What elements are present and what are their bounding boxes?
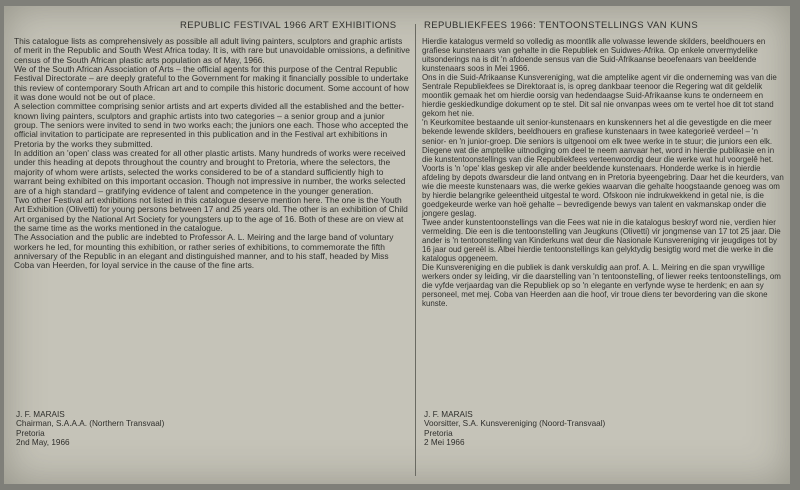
english-signature (16, 410, 164, 448)
english-paragraph-6: The Association and the public are indebted to Professor A. L. Meiring and the large band of voluntary workers he led, for mounting this exhibition, or rather series of exhibitions, to commemorate the fifth anniversary of the Republic in an elegant and distinguished manner, and to his staff, headed by Miss Coba van Heerden, for loyal service in the cause of the fine arts. (14, 232, 394, 271)
english-paragraph-5: Two other Festival art exhibitions not listed in this catalogue deserve mention here. The one is the Youth Art Exhibition (Olivetti) for young persons between 17 and 25 years old. The other is an exhibition of Child Art organised by the National Art Society for youngsters up to the age of 16. Both of these are on view at the same time as the works mentioned in the catalogue. (14, 194, 408, 233)
english-column (14, 12, 410, 271)
afrikaans-signature-name: J. F. MARAIS (424, 410, 473, 419)
english-signature-place: Pretoria (16, 428, 45, 438)
afrikaans-paragraph-2: Ons in die Suid-Afrikaanse Kunsvereniging, wat die amptelike agent vir die onderneming was van die Sentrale Republiekfees se Direktoraat is, is opreg dankbaar teenoor die Regering wat dit geldelik moontlik gemaak het om hierdie oorsig van hedendaagse Suid-Afrikaanse kuns te onderneem en hierdie geskiedkundige dokument op te stel. Dit sal nie onvanpas wees om te vertel hoe dit tot stand gekom het nie. (422, 73, 777, 119)
afrikaans-paragraph-1: Hierdie katalogus vermeld so volledig as moontlik alle volwasse lewende skilders, beeldhouers en grafiese kunstenaars van gehalte in die Republiek en Suidwes-Afrika. Op enkele onvermydelike uitsonderings na is dit 'n afdoende sensus van die Suid-Afrikaanse beoefenaars van beeldende kunstenaars soos in Mei 1966. (422, 37, 766, 74)
afrikaans-paragraph-5: Twee ander kunstentoonstellings van die Fees wat nie in die katalogus beskryf word nie, verdien hier vermelding. Die een is die tentoonstelling van Jeugkuns (Olivetti) vir jongmense van 17 tot 25 jaar. Die ander is 'n tentoonstelling van Kinderkuns wat deur die Nasionale Kunsvereniging vir jeugdiges tot by 16 jaar oud gereël is. Albei hierdie tentoonstellings kan gelyktydig besigtig word met die werke in die katalogus opgeneem. (422, 217, 781, 264)
afrikaans-column (422, 12, 784, 308)
english-signature-title: Chairman, S.A.A.A. (Northern Transvaal) (16, 419, 165, 429)
column-divider (415, 24, 416, 476)
english-paragraph-1: This catalogue lists as comprehensively as possible all adult living painters, sculptors and graphic artists of merit in the Republic and South West Africa today. It is, with rare but unavoidable omissions, a definitive census of the South African plastic arts population as of May, 1966. (14, 36, 410, 65)
afrikaans-signature (424, 410, 605, 448)
english-paragraph-2: We of the South African Association of Arts – the official agents for this purpose of the Central Republic Festival Directorate – are deeply grateful to the Government for making it financially possible to undertake this review of contemporary South African art and to compile this historic document. Some account of how it was done would not be out of place. (14, 64, 409, 103)
afrikaans-signature-place: Pretoria (424, 428, 453, 438)
english-signature-name: J. F. MARAIS (16, 410, 65, 419)
english-paragraph-4: In addition an 'open' class was created for all other plastic artists. Many hundreds of works were received under this heading at depots throughout the country and brought to Pretoria, where the selectors, the majority of whom were artists, selected the works considered to be of a standard sufficiently high to warrant being exhibited on this important occasion. Though not impressive in number, the works selected are of a high standard – gratifying evidence of talent and competence in the younger generation. (14, 148, 406, 196)
afrikaans-body (422, 37, 784, 308)
afrikaans-paragraph-6: Die Kunsvereniging en die publiek is dank verskuldig aan prof. A. L. Meiring en die span vrywillige werkers onder sy leiding, vir die daarstelling van 'n tentoonstelling, of liewer reeks tentoonstellings, om die vyfde verjaardag van die Republiek op so 'n elegante en verfynde wyse te herdenk; en aan sy personeel, met mej. Coba van Heerden aan die hoof, vir troue diens ter bevordering van die skone kunste. (422, 263, 781, 309)
afrikaans-signature-date: 2 Mei 1966 (424, 438, 465, 448)
english-body (14, 37, 410, 271)
afrikaans-paragraph-4: Voorts is 'n 'ope' klas geskep vir alle ander beeldende kunstenaars. Honderde werke is in hierdie afdeling by depots dwarsdeur die land ontvang en in Pretoria byeengebring. Daar het die keurders, van wie die meeste kunstenaars was, die werke gekies waarvan die gehalte hoogstaande genoeg was om by hierdie belangrike geleentheid uitgestal te word. Ofskoon nie indrukwekkend in getal nie, is die goedgekeurde werke van hoë gehalte – bevredigende bewys van talent en vakmanskap onder die jongere geslag. (422, 163, 784, 218)
english-signature-date: 2nd May, 1966 (16, 438, 70, 448)
afrikaans-heading: REPUBLIEKFEES 1966: TENTOONSTELLINGS VAN KUNS (424, 20, 699, 31)
catalogue-page (4, 6, 790, 484)
afrikaans-paragraph-3: 'n Keurkomitee bestaande uit senior-kunstenaars en kunskenners het al die gevestigde en die meer bekende lewende skilders, beeldhouers en grafiese kunstenaars in twee kategorieë verdeel – 'n senior- en 'n junior-groep. Die seniors is uitgenooi om elk twee werke in te stuur; die juniors een elk. Diegene wat die amptelike uitnodiging om deel te neem aanvaar het, word in hierdie publikasie en in die kunstentoonstellings van die Republiekfees verteenwoordig deur die werke wat hul voorgelê het. (422, 118, 775, 164)
english-heading: REPUBLIC FESTIVAL 1966 ART EXHIBITIONS (180, 20, 397, 31)
english-paragraph-3: A selection committee comprising senior artists and art experts divided all the established and the better-known living painters, sculptors and graphic artists into two categories – a senior group and a junior group. The seniors were invited to send in two works each; the juniors one each. Those who accepted the official invitation to participate are represented in this publication and in the Festival art exhibitions in Pretoria by the works they submitted. (14, 101, 409, 149)
afrikaans-signature-title: Voorsitter, S.A. Kunsvereniging (Noord-Transvaal) (424, 419, 606, 429)
